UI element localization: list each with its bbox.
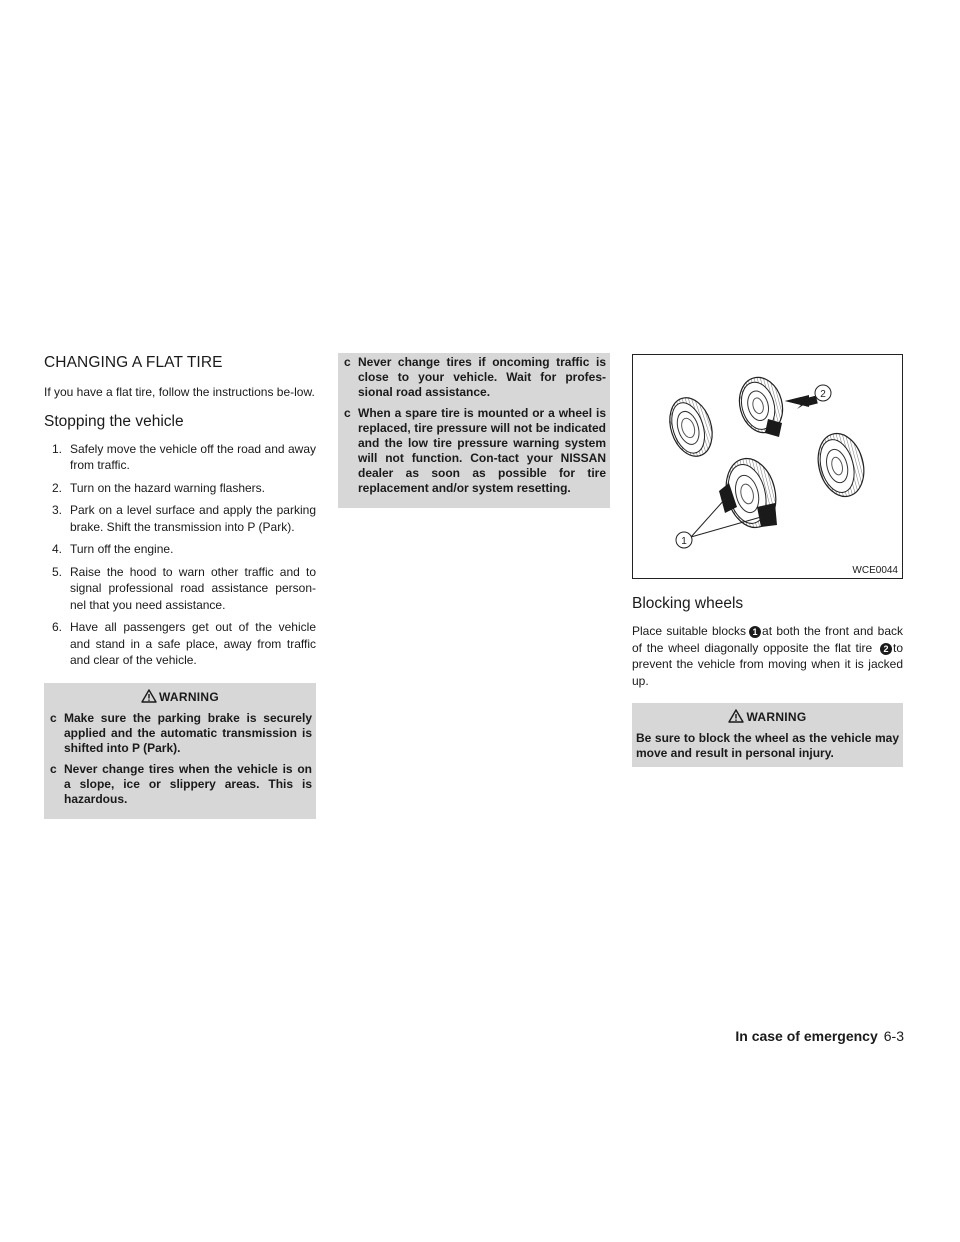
intro-paragraph: If you have a flat tire, follow the instructions be-low. xyxy=(44,385,315,399)
tire-right xyxy=(811,428,870,501)
column-right xyxy=(632,354,903,767)
wheel-blocks-figure xyxy=(632,354,903,579)
page-footer xyxy=(735,1028,904,1044)
section-title: CHANGING A FLAT TIRE xyxy=(44,354,223,371)
warning-item: c Make sure the parking brake is securely applied and the automatic transmission is shifted into P (Park). xyxy=(50,710,312,755)
column-left xyxy=(44,354,316,819)
column-middle xyxy=(338,354,610,508)
callout-2-marker: 2 xyxy=(880,643,892,655)
warning-item: c Never change tires if oncoming traffic is close to your vehicle. Wait for profes-sional road assistance. xyxy=(344,355,606,399)
step-item: 3. Park on a level surface and apply the parking brake. Shift the transmission into P (Park). xyxy=(52,503,316,534)
warning-item: c Never change tires when the vehicle is on a slope, ice or slippery areas. This is hazardous. xyxy=(50,761,312,806)
warning-title: WARNING xyxy=(158,689,220,704)
step-item: 6. Have all passengers get out of the vehicle and stand in a safe place, away from traffic and clear of the vehicle. xyxy=(52,620,316,667)
warning-box xyxy=(44,683,316,819)
step-item: 2. Turn on the hazard warning flashers. xyxy=(52,480,265,495)
warning-triangle-icon xyxy=(728,709,744,723)
step-item: 4. Turn off the engine. xyxy=(52,542,174,556)
warning-triangle-icon xyxy=(141,689,157,703)
callout-2-label: 2 xyxy=(820,389,826,400)
page-number: 6-3 xyxy=(883,1028,904,1044)
warning-header xyxy=(632,703,903,731)
wheel-blocks-illustration xyxy=(633,355,902,578)
warning-item: c When a spare tire is mounted or a wheel is replaced, tire pressure will not be indicated and the low tire pressure warning system will not function. Con-tact your NISSAN dealer as soon as possible for tire replacement and/or system resetting. xyxy=(344,406,606,495)
figure-code: WCE0044 xyxy=(852,565,898,576)
chapter-title: In case of emergency xyxy=(735,1028,878,1044)
blocking-paragraph: Place suitable blocks 1 at both the front and back of the wheel diagonally opposite the flat tire 2 to prevent the vehicle from moving when it is jacked up. xyxy=(632,624,903,688)
warning-text: Be sure to block the wheel as the vehicle may move and result in personal injury. xyxy=(636,731,899,760)
warning-box-continued xyxy=(338,353,610,508)
tire-left xyxy=(663,392,720,461)
step-item: 1. Safely move the vehicle off the road and away from traffic. xyxy=(52,441,316,472)
stopping-steps xyxy=(44,441,316,669)
callout-1-label: 1 xyxy=(681,536,687,547)
warning-header xyxy=(44,683,316,711)
warning-box xyxy=(632,703,903,767)
stopping-heading: Stopping the vehicle xyxy=(44,412,184,430)
warning-title: WARNING xyxy=(746,710,807,724)
step-item: 5. Raise the hood to warn other traffic and to signal professional road assistance person-nel that you need assistance. xyxy=(52,564,316,612)
callout-1-marker: 1 xyxy=(749,626,761,638)
blocking-heading: Blocking wheels xyxy=(632,595,744,612)
